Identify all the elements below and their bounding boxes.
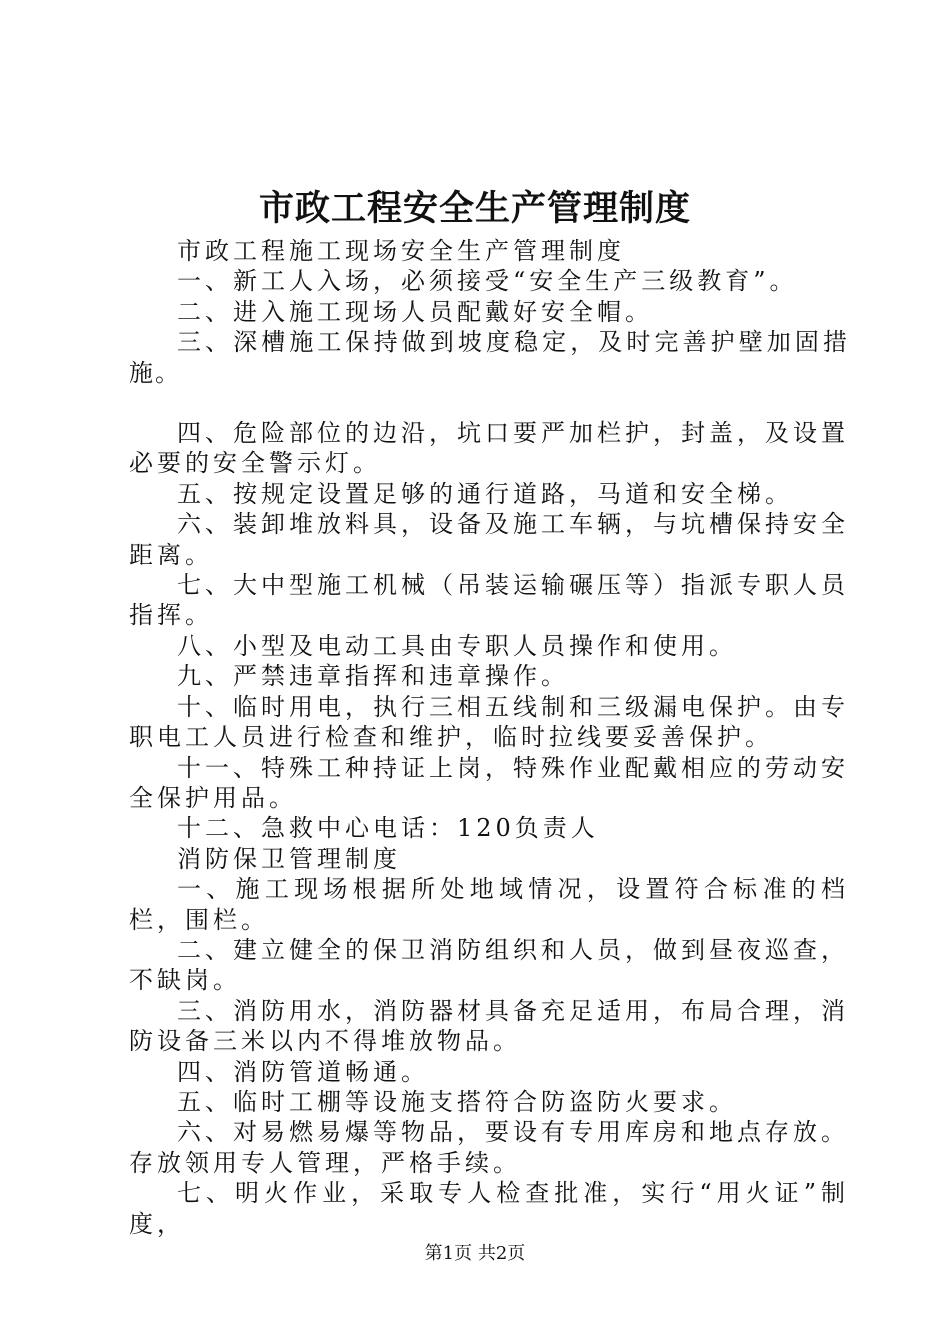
section-heading: 消防保卫管理制度 [177, 844, 401, 873]
paragraph: 十一、特殊工种持证上岗，特殊作业配戴相应的劳动安全保护用品。 [129, 753, 849, 812]
paragraph: 二、建立健全的保卫消防组织和人员，做到昼夜巡查，不缺岗。 [129, 935, 849, 995]
paragraph: 六、对易燃易爆等物品，要设有专用库房和地点存放。存放领用专人管理，严格手续。 [129, 1118, 849, 1177]
paragraph: 九、严禁违章指挥和违章操作。 [177, 662, 569, 691]
paragraph: 八、小型及电动工具由专职人员操作和使用。 [177, 631, 737, 660]
paragraph: 十、临时用电，执行三相五线制和三级漏电保护。由专职电工人员进行检查和维护，临时拉线要妥善保护。 [129, 692, 849, 752]
paragraph: 市政工程施工现场安全生产管理制度 [177, 237, 625, 265]
document-title: 市政工程安全生产管理制度 [258, 188, 691, 229]
page-number: 第1页 共2页 [424, 1243, 526, 1264]
paragraph: 五、按规定设置足够的通行道路，马道和安全梯。 [177, 479, 793, 508]
paragraph: 三、消防用水，消防器材具备充足适用，布局合理，消防设备三米以内不得堆放物品。 [129, 996, 849, 1056]
paragraph: 七、大中型施工机械（吊装运输碾压等）指派专职人员指挥。 [129, 571, 849, 630]
paragraph: 十二、急救中心电话：120负责人 [177, 814, 599, 843]
document-body [129, 236, 849, 1239]
paragraph: 二、进入施工现场人员配戴好安全帽。 [177, 297, 653, 326]
paragraph: 四、危险部位的边沿，坑口要严加栏护，封盖，及设置必要的安全警示灯。 [129, 419, 849, 478]
paragraph: 六、装卸堆放料具，设备及施工车辆，与坑槽保持安全距离。 [129, 510, 849, 569]
paragraph: 七、明火作业，采取专人检查批准，实行“用火证”制度， [129, 1179, 849, 1238]
paragraph: 三、深槽施工保持做到坡度稳定，及时完善护壁加固措施。 [129, 328, 849, 387]
paragraph: 一、施工现场根据所处地域情况，设置符合标准的档栏，围栏。 [129, 875, 849, 934]
paragraph: 一、新工人入场，必须接受“安全生产三级教育”。 [177, 267, 798, 296]
paragraph: 四、消防管道畅通。 [177, 1057, 429, 1086]
paragraph: 五、临时工棚等设施支搭符合防盗防火要求。 [177, 1087, 737, 1116]
